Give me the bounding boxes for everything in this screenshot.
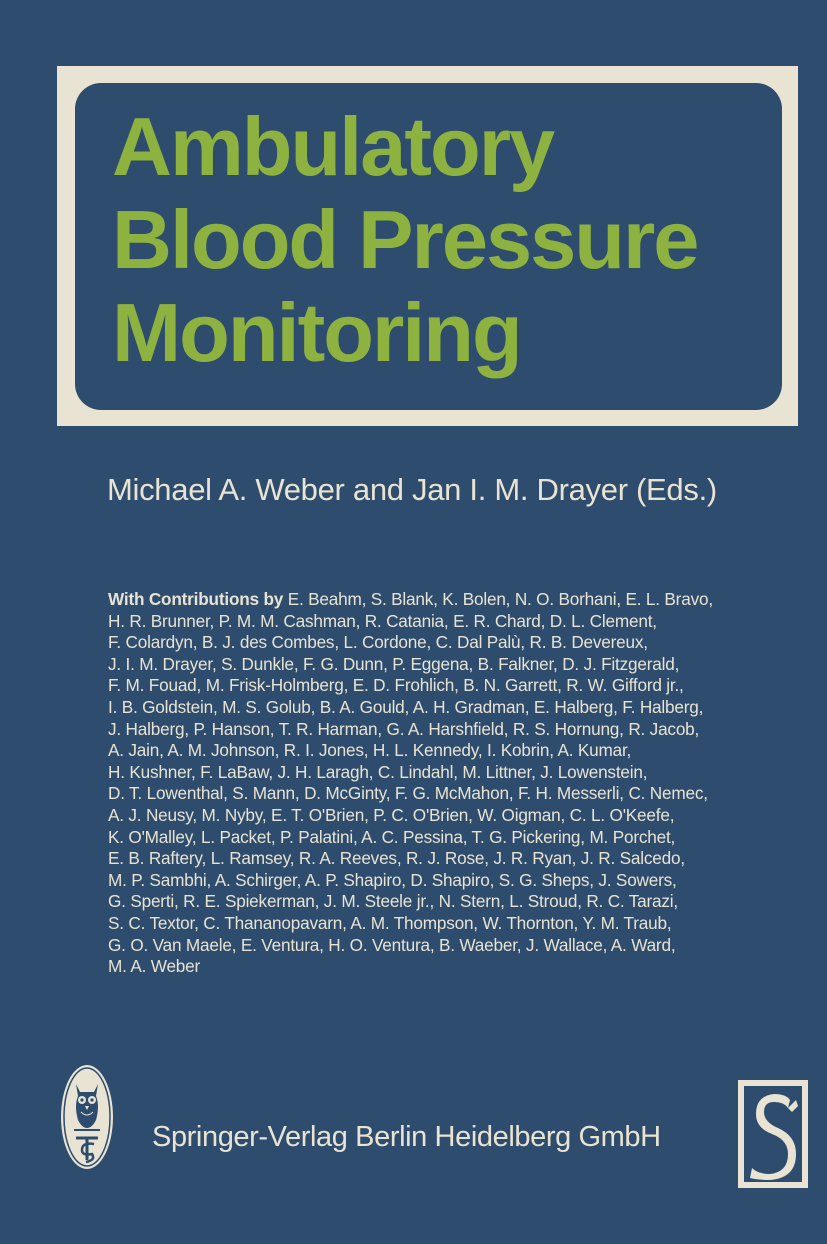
contributors-line: S. C. Textor, C. Thananopavarn, A. M. Thompson, W. Thornton, Y. M. Traub, [108, 912, 672, 933]
contributors-lead: With Contributions by [108, 589, 284, 609]
publisher: Springer-Verlag Berlin Heidelberg GmbH [152, 1121, 661, 1153]
title-line: Blood Pressure [112, 193, 698, 286]
contributors-line: J. I. M. Drayer, S. Dunkle, F. G. Dunn, P. Eggena, B. Falkner, D. J. Fitzgerald, [108, 653, 680, 674]
contributors-line: K. O'Malley, L. Packet, P. Palatini, A. C. Pessina, T. G. Pickering, M. Porchet, [108, 826, 676, 847]
editors: Michael A. Weber and Jan I. M. Drayer (Eds.) [107, 472, 717, 507]
contributors-line: H. R. Brunner, P. M. M. Cashman, R. Catania, E. R. Chard, D. L. Clement, [108, 610, 657, 631]
contributors-line: G. O. Van Maele, E. Ventura, H. O. Ventura, B. Waeber, J. Wallace, A. Ward, [108, 934, 676, 955]
contributors-line: D. T. Lowenthal, S. Mann, D. McGinty, F. G. McMahon, F. H. Messerli, C. Nemec, [108, 783, 708, 804]
contributors-line: H. Kushner, F. LaBaw, J. H. Laragh, C. Lindahl, M. Littner, J. Lowenstein, [108, 761, 648, 782]
contributors-line: E. B. Raftery, L. Ramsey, R. A. Reeves, R. J. Rose, J. R. Ryan, J. R. Salcedo, [108, 848, 685, 869]
title-line: Monitoring [112, 286, 521, 379]
contributors-line: A. J. Neusy, M. Nyby, E. T. O'Brien, P. C. O'Brien, W. Oigman, C. L. O'Keefe, [108, 804, 675, 825]
contributors-line: M. P. Sambhi, A. Schirger, A. P. Shapiro, D. Shapiro, S. G. Sheps, J. Sowers, [108, 869, 677, 890]
contributors-text: E. Beahm, S. Blank, K. Bolen, N. O. Borhani, E. L. Bravo, [287, 589, 713, 609]
contributors-line: A. Jain, A. M. Johnson, R. I. Jones, H. L. Kennedy, I. Kobrin, A. Kumar, [108, 740, 632, 761]
title-line: Ambulatory [112, 100, 554, 193]
book-title [112, 100, 697, 379]
contributors-line: I. B. Goldstein, M. S. Golub, B. A. Gould, A. H. Gradman, E. Halberg, F. Halberg, [108, 696, 704, 717]
springer-s-horse-icon [738, 1080, 808, 1188]
contributors-line [108, 589, 768, 611]
contributors-line: G. Sperti, R. E. Spiekerman, J. M. Steele jr., N. Stern, L. Stroud, R. C. Tarazi, [108, 891, 678, 912]
contributors-line: F. Colardyn, B. J. des Combes, L. Cordone, C. Dal Palù, R. B. Devereux, [108, 632, 648, 653]
contributors-line: M. A. Weber [108, 956, 201, 977]
contributors-line: J. Halberg, P. Hanson, T. R. Harman, G. A. Harshfield, R. S. Hornung, R. Jacob, [108, 718, 700, 739]
owl-emblem-icon [58, 1062, 116, 1172]
contributors-line: F. M. Fouad, M. Frisk-Holmberg, E. D. Frohlich, B. N. Garrett, R. W. Gifford jr., [108, 675, 684, 696]
contributors-list [108, 589, 768, 978]
